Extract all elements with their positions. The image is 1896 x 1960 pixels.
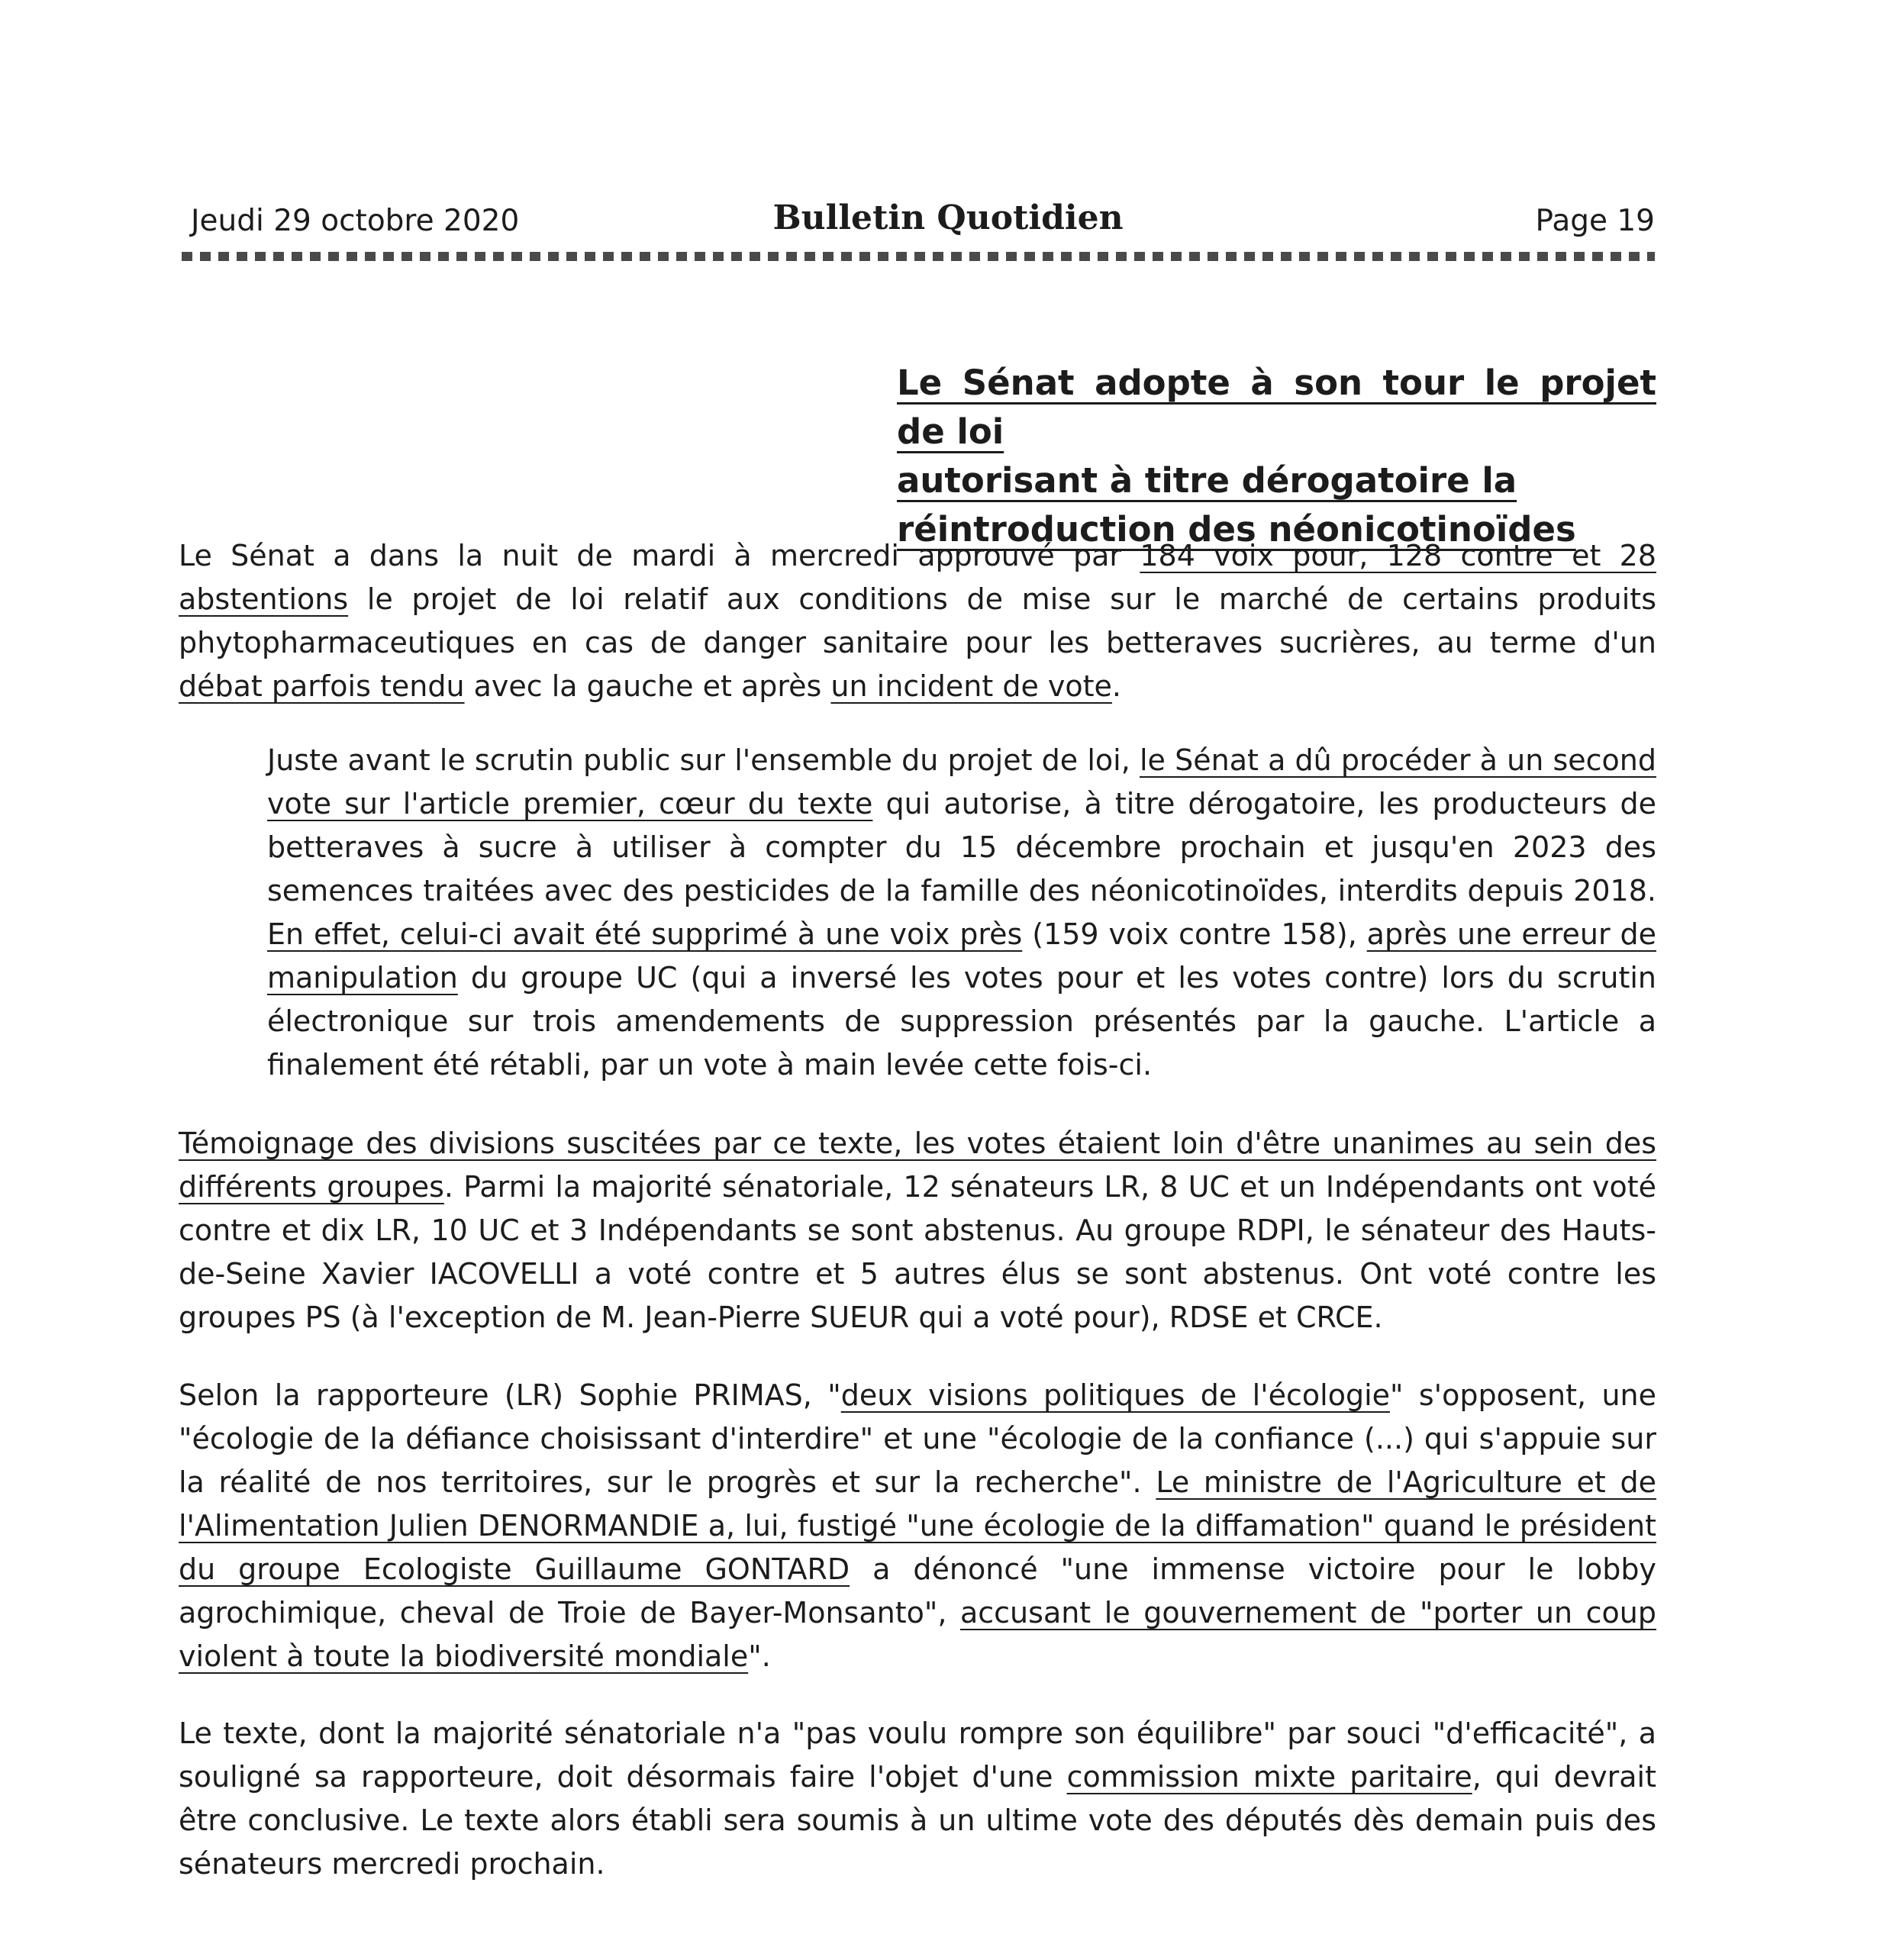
page-number: Page 19 bbox=[1535, 204, 1655, 238]
text-segment: qui autorise, à titre dérogatoire, les producteurs de betteraves à sucre à utiliser à compter du 15 décembre prochain et jusqu'en 2023 des semences traitées avec des pesticides de la famille des néonicotinoïdes, interdits depuis 2018. bbox=[267, 787, 1656, 907]
publication-name: Bulletin Quotidien bbox=[772, 198, 1124, 237]
underlined-text: 184 voix pour, 128 contre et 28 abstentions bbox=[179, 539, 1656, 616]
text-segment: Le Sénat a dans la nuit de mardi à mercredi approuvé par bbox=[179, 539, 1140, 572]
header-date: Jeudi 29 octobre 2020 bbox=[191, 204, 520, 238]
text-segment: (159 voix contre 158), bbox=[1022, 917, 1367, 951]
text-segment: . bbox=[1111, 669, 1122, 703]
text-segment: , qui devrait être conclusive. Le texte alors établi sera soumis à un ultime vote des députés dès demain puis des sénateurs mercredi prochain. bbox=[179, 1760, 1656, 1881]
text-segment: du groupe UC (qui a inversé les votes pour et les votes contre) lors du scrutin électronique sur trois amendements de suppression présentés par la gauche. L'article a finalement été rétabli, par un vote à main levée cette fois-ci. bbox=[267, 961, 1656, 1082]
text-segment: a dénoncé "une immense victoire pour le lobby agrochimique, cheval de Troie de Bayer-Monsanto", bbox=[179, 1552, 1656, 1630]
title-line: Le Sénat adopte à son tour le projet de loi bbox=[897, 363, 1656, 452]
paragraph-group-divisions bbox=[179, 1122, 1656, 1339]
underlined-text: un incident de vote bbox=[830, 669, 1112, 703]
text-segment: ". bbox=[748, 1639, 771, 1673]
underlined-text: le Sénat a dû procéder à un second vote sur l'article premier, cœur du texte bbox=[267, 743, 1657, 820]
paragraph-political-visions bbox=[179, 1374, 1656, 1678]
underlined-text: Le ministre de l'Agriculture et de l'Alimentation Julien DENORMANDIE a, lui, fustigé "une écologie de la diffamation" quand le président du groupe Ecologiste Guillaume GONTARD bbox=[179, 1465, 1656, 1586]
text-segment: Le texte, dont la majorité sénatoriale n'a "pas voulu rompre son équilibre" par souci "d'efficacité", a souligné sa rapporteure, doit désormais faire l'objet d'une bbox=[179, 1717, 1656, 1794]
text-segment: " s'opposent, une "écologie de la défiance choisissant d'interdire" et une "écologie de la confiance (...) qui s'appuie sur la réalité de nos territoires, sur le progrès et sur la recherche". bbox=[179, 1378, 1656, 1499]
underlined-text: accusant le gouvernement de "porter un coup violent à toute la biodiversité mondiale bbox=[179, 1596, 1656, 1673]
text-segment: le projet de loi relatif aux conditions de mise sur le marché de certains produits phytopharmaceutiques en cas de danger sanitaire pour les betteraves sucrières, au terme d'un bbox=[179, 582, 1656, 659]
title-line: réintroduction des néonicotinoïdes bbox=[897, 509, 1576, 550]
underlined-text: commission mixte paritaire bbox=[1066, 1760, 1472, 1794]
underlined-text: débat parfois tendu bbox=[179, 669, 465, 703]
text-segment: . Parmi la majorité sénatoriale, 12 sénateurs LR, 8 UC et un Indépendants ont voté contre et dix LR, 10 UC et 3 Indépendants se sont abstenus. Au groupe RDPI, le sénateur des Hauts-de-Seine Xavier IACOVELLI a voté contre et 5 autres élus se sont abstenus. Ont voté contre les groupes PS (à l'exception de M. Jean-Pierre SUEUR qui a voté pour), RDSE et CRCE. bbox=[179, 1170, 1656, 1334]
underlined-text: deux visions politiques de l'écologie bbox=[840, 1378, 1391, 1412]
text-segment: Juste avant le scrutin public sur l'ensemble du projet de loi, bbox=[267, 743, 1140, 777]
article-title bbox=[897, 359, 1656, 554]
text-segment: Selon la rapporteure (LR) Sophie PRIMAS, " bbox=[179, 1378, 841, 1412]
underlined-text: Témoignage des divisions suscitées par ce texte, les votes étaient loin d'être unanimes au sein des différents groupes bbox=[179, 1127, 1656, 1204]
underlined-text: En effet, celui-ci avait été supprimé à une voix près bbox=[267, 917, 1023, 951]
header-divider bbox=[182, 252, 1655, 261]
paragraph-vote-result bbox=[179, 534, 1656, 708]
text-segment: avec la gauche et après bbox=[464, 669, 831, 703]
underlined-text: après une erreur de manipulation bbox=[267, 917, 1656, 995]
paragraph-next-steps bbox=[179, 1712, 1656, 1886]
paragraph-vote-incident bbox=[267, 739, 1656, 1087]
title-line: autorisant à titre dérogatoire la bbox=[897, 460, 1517, 501]
